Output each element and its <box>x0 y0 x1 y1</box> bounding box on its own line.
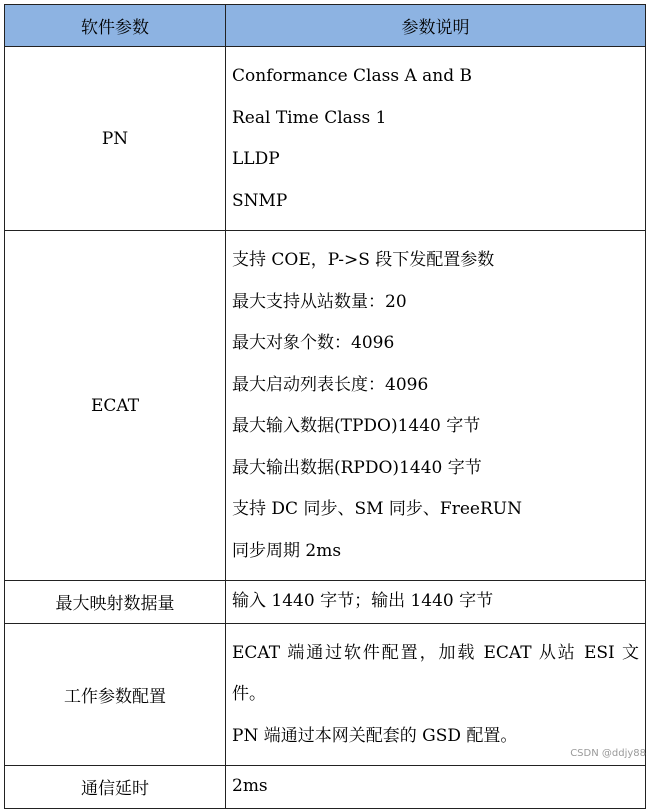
table-row <box>5 231 646 581</box>
description-line: SNMP <box>232 190 288 211</box>
table-row <box>5 623 646 766</box>
row-description <box>226 766 646 809</box>
row-key: ECAT <box>5 231 226 581</box>
table-row <box>5 766 646 809</box>
description-line: 同步周期 2ms <box>232 540 342 561</box>
description-line: 输入 1440 字节；输出 1440 字节 <box>232 591 494 611</box>
row-key: 通信延时 <box>5 766 226 809</box>
table-row <box>5 47 646 231</box>
description-line: LLDP <box>232 149 280 169</box>
row-key: 最大映射数据量 <box>5 581 226 624</box>
row-description <box>226 581 646 624</box>
description-line: 最大输出数据(RPDO)1440 字节 <box>232 457 482 478</box>
table-row <box>5 581 646 624</box>
row-description <box>226 231 646 581</box>
description-line: 2ms <box>232 776 268 796</box>
description-line: 最大输入数据(TPDO)1440 字节 <box>232 416 481 436</box>
watermark: CSDN @ddjy88 <box>570 748 646 759</box>
description-line: 最大启动列表长度：4096 <box>232 374 429 395</box>
parameter-table <box>4 4 646 809</box>
description-line: 最大对象个数：4096 <box>232 333 395 353</box>
row-description <box>226 47 646 231</box>
description-line: 支持 COE，P->S 段下发配置参数 <box>232 250 495 270</box>
description-line: PN 端通过本网关配套的 GSD 配置。 <box>232 725 518 746</box>
row-key: PN <box>5 47 226 231</box>
description-line: 最大支持从站数量：20 <box>232 291 407 312</box>
header-software-param: 软件参数 <box>5 5 226 47</box>
row-key: 工作参数配置 <box>5 623 226 766</box>
description-line: Real Time Class 1 <box>232 107 387 128</box>
description-line: 支持 DC 同步、SM 同步、FreeRUN <box>232 499 522 519</box>
description-line: Conformance Class A and B <box>232 66 473 86</box>
description-line: ECAT 端通过软件配置，加载 ECAT 从站 ESI 文件。 <box>232 642 639 704</box>
table-header-row <box>5 5 646 47</box>
row-description <box>226 623 646 766</box>
header-param-description: 参数说明 <box>226 5 646 47</box>
